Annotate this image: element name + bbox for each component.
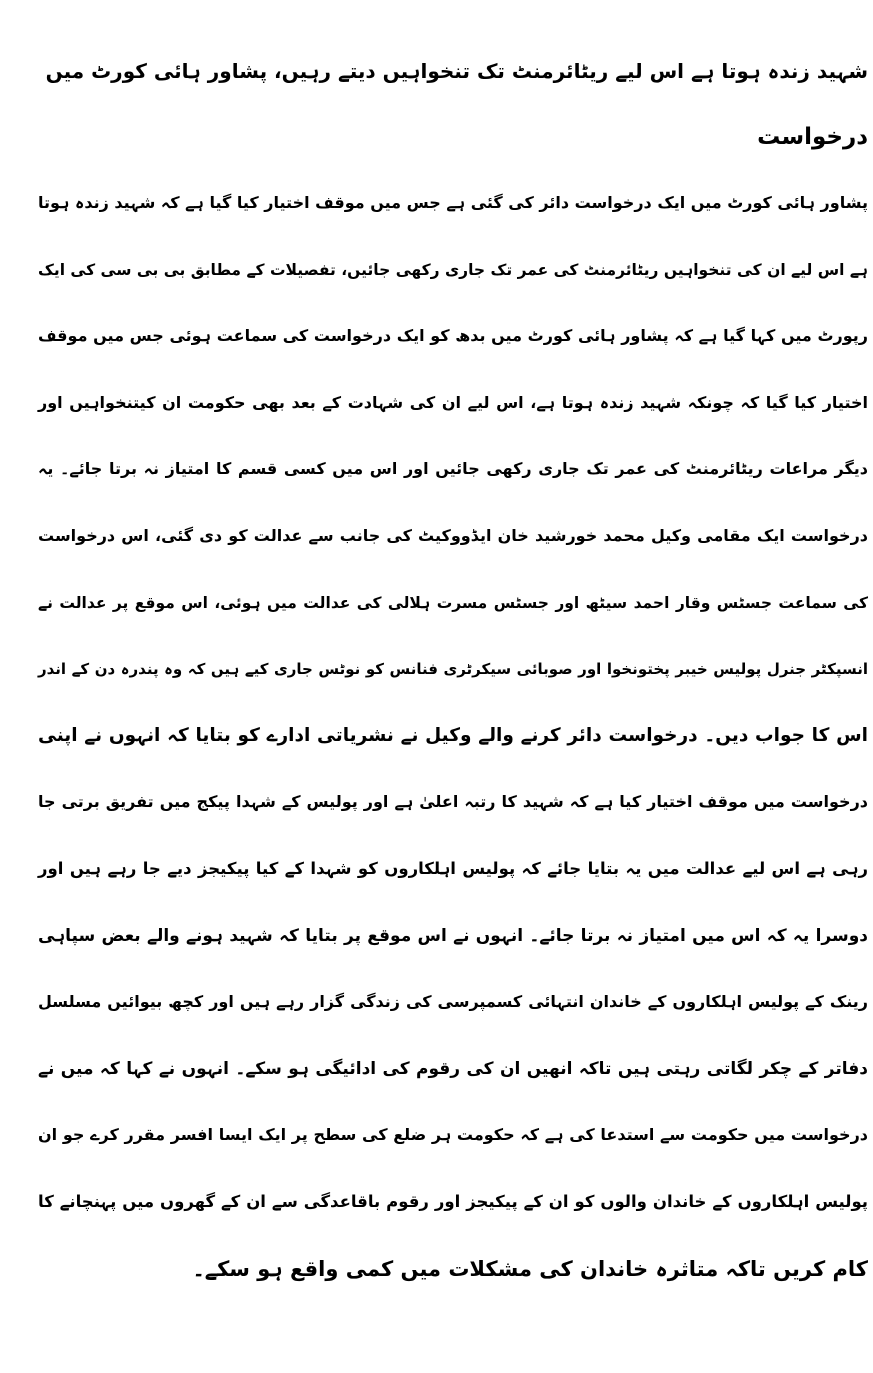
- title-line: درخواست: [757, 124, 868, 150]
- body-line: پولیس اہلکاروں کے خاندان والوں کو ان کے پیکیجز اور رقوم باقاعدگی سے ان کے گھروں میں پہنچانے کا: [38, 1191, 868, 1211]
- body-line: دوسرا یہ کہ اس میں امتیاز نہ برتا جائے۔ انہوں نے اس موقع پر بتایا کہ شہید ہونے والے بعض سپاہی: [38, 925, 868, 946]
- body-line: کام کریں تاکہ متاثرہ خاندان کی مشکلات میں کمی واقع ہو سکے۔: [192, 1256, 868, 1281]
- body-line: درخواست میں حکومت سے استدعا کی ہے کہ حکومت ہر ضلع کی سطح پر ایک ایسا افسر مقرر کرے جو ان: [38, 1125, 868, 1145]
- body-line: ہے اس لیے ان کی تنخواہیں ریٹائرمنٹ کی عمر تک جاری رکھی جائیں، تفصیلات کے مطابق بی بی سی کی ایک: [38, 260, 868, 279]
- body-line: اختیار کیا گیا کہ چونکہ شہید زندہ ہوتا ہے، اس لیے ان کی شہادت کے بعد بھی حکومت ان کیتنخواہیں اور: [38, 392, 869, 412]
- article: [38, 38, 868, 1302]
- body-line: کی سماعت جسٹس وقار احمد سیٹھ اور جسٹس مسرت ہلالی کی عدالت میں ہوئی، اس موقع پر عدالت نے: [38, 593, 868, 612]
- title-line: شہید زندہ ہوتا ہے اس لیے ریٹائرمنٹ تک تنخواہیں دیتے رہیں، پشاور ہائی کورٹ میں: [45, 59, 868, 83]
- body-line: رینک کے پولیس اہلکاروں کے خاندان انتہائی کسمپرسی کی زندگی گزار رہے ہیں اور کچھ بیوائیں مسلسل: [38, 992, 868, 1012]
- body-line: اس کا جواب دیں۔ درخواست دائر کرنے والے وکیل نے نشریاتی ادارے کو بتایا کہ انہوں نے اپنی: [38, 724, 868, 746]
- body-line: دیگر مراعات ریٹائرمنٹ کی عمر تک جاری رکھی جائیں اور اس میں کسی قسم کا امتیاز نہ برتا جائے۔ یہ: [38, 459, 868, 479]
- body-line: انسپکٹر جنرل پولیس خیبر پختونخوا اور صوبائی سیکرٹری فنانس کو نوٹس جاری کیے ہیں کہ وہ پندرہ دن کے اندر: [38, 660, 868, 679]
- body-line: رہی ہے اس لیے عدالت میں یہ بتایا جائے کہ پولیس اہلکاروں کو شہدا کے کیا پیکیجز دیے جا رہے ہیں اور: [38, 858, 868, 878]
- body-line: رپورٹ میں کہا گیا ہے کہ پشاور ہائی کورٹ میں بدھ کو ایک درخواست کی سماعت ہوئی جس میں موقف: [38, 326, 868, 346]
- body-line: درخواست ایک مقامی وکیل محمد خورشید خان ایڈووکیٹ کی جانب سے عدالت کو دی گئی، اس درخواست: [38, 525, 868, 545]
- body-line: دفاتر کے چکر لگاتی رہتی ہیں تاکہ انھیں ان کی رقوم کی ادائیگی ہو سکے۔ انہوں نے کہا کہ میں نے: [38, 1058, 868, 1079]
- body-line: پشاور ہائی کورٹ میں ایک درخواست دائر کی گئی ہے جس میں موقف اختیار کیا گیا ہے کہ شہید زندہ ہوتا: [38, 193, 868, 212]
- article-title: [38, 38, 868, 170]
- body-line: درخواست میں موقف اختیار کیا ہے کہ شہید کا رتبہ اعلیٰ ہے اور پولیس کے شہدا پیکج میں تفریق برتی جا: [38, 792, 868, 812]
- article-body: [38, 170, 868, 1302]
